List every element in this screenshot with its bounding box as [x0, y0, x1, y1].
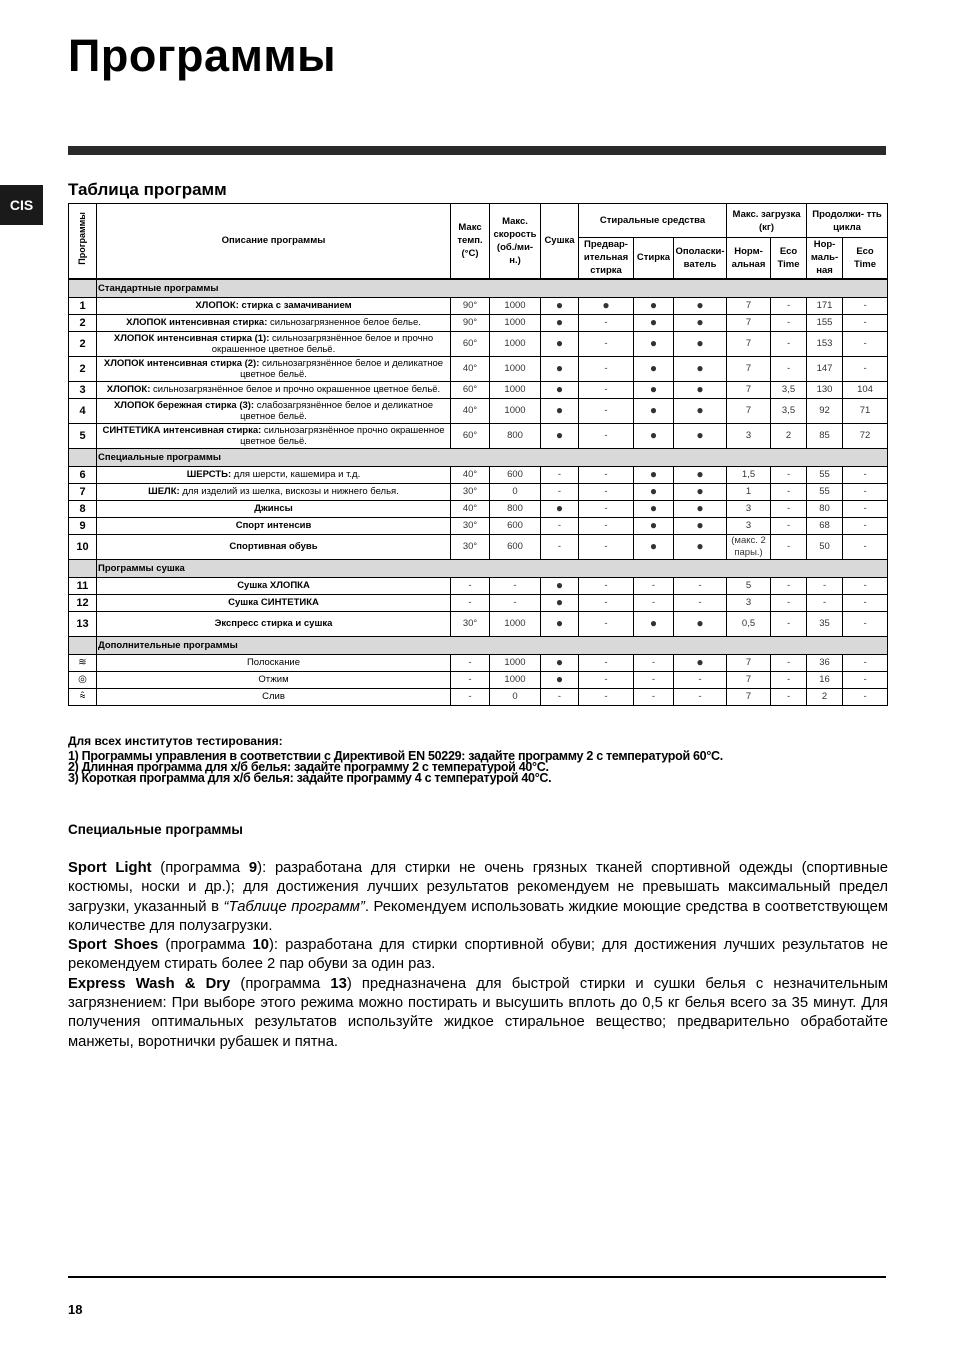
header-max-load: Макс. загрузка (кг) [727, 204, 807, 238]
cell-eco-load: 3,5 [771, 381, 807, 398]
cell-soft: ● [674, 466, 727, 483]
cell-eco-load: - [771, 534, 807, 559]
cell-dur: 85 [807, 423, 843, 448]
cell-pre: - [579, 331, 634, 356]
program-description: СИНТЕТИКА интенсивная стирка: сильнозагрязнённое прочно окрашенное цветное бельё. [97, 423, 451, 448]
cell-eco-dur: 72 [843, 423, 888, 448]
cell-speed: 1000 [490, 654, 541, 671]
cell-wash: - [634, 654, 674, 671]
cell-temp: 40° [451, 356, 490, 381]
cell-dur: 153 [807, 331, 843, 356]
note-line: 2) Длинная программа для х/б белья: задайте программу 2 с температурой 40°C. [68, 760, 549, 774]
cell-pre: - [579, 423, 634, 448]
cell-eco-load: - [771, 594, 807, 611]
cell-speed: 1000 [490, 314, 541, 331]
page-title: Программы [68, 30, 337, 81]
cell-dry: ● [541, 314, 579, 331]
table-row [69, 500, 888, 517]
cell-dur: 147 [807, 356, 843, 381]
cell-load: 3 [727, 423, 771, 448]
cell-load: 3 [727, 594, 771, 611]
cell-speed: 1000 [490, 356, 541, 381]
cell-temp: 60° [451, 331, 490, 356]
table-row [69, 688, 888, 705]
program-number: 3 [69, 381, 97, 398]
cell-temp: 30° [451, 611, 490, 636]
header-max-speed: Макс. скорость (об./ми- н.) [490, 204, 541, 279]
program-number: 2 [69, 314, 97, 331]
section-title: Программы сушка [97, 559, 888, 577]
cell-temp: 40° [451, 398, 490, 423]
cell-eco-dur: - [843, 534, 888, 559]
special-programs-heading: Специальные программы [68, 822, 243, 837]
program-description: ХЛОПОК: сильнозагрязнённое белое и прочно окрашенное цветное бельё. [97, 381, 451, 398]
program-number: 6 [69, 466, 97, 483]
cell-dry: ● [541, 356, 579, 381]
cell-load: 0,5 [727, 611, 771, 636]
cell-eco-dur: - [843, 356, 888, 381]
cell-pre: - [579, 356, 634, 381]
table-row [69, 297, 888, 314]
header-load-eco: Eco Time [771, 238, 807, 279]
cell-temp: - [451, 671, 490, 688]
cell-soft: ● [674, 611, 727, 636]
cell-eco-dur: - [843, 500, 888, 517]
cell-wash: ● [634, 534, 674, 559]
cell-speed: 1000 [490, 671, 541, 688]
program-number: 10 [69, 534, 97, 559]
program-description: Полоскание [97, 654, 451, 671]
cell-wash: ● [634, 381, 674, 398]
cell-speed: - [490, 577, 541, 594]
cell-speed: 0 [490, 483, 541, 500]
cell-speed: - [490, 594, 541, 611]
cell-dur: 36 [807, 654, 843, 671]
cell-dry: ● [541, 671, 579, 688]
program-description: Спортивная обувь [97, 534, 451, 559]
cell-load: 5 [727, 577, 771, 594]
cell-dur: 155 [807, 314, 843, 331]
cell-speed: 600 [490, 517, 541, 534]
cell-wash: - [634, 577, 674, 594]
program-description: ШЕРСТЬ: для шерсти, кашемира и т.д. [97, 466, 451, 483]
cell-eco-load: - [771, 517, 807, 534]
cell-eco-dur: - [843, 331, 888, 356]
section-title: Дополнительные программы [97, 636, 888, 654]
table-row [69, 423, 888, 448]
programs-table-body [69, 279, 888, 706]
program-description: Отжим [97, 671, 451, 688]
top-divider-bar [68, 146, 886, 155]
table-row [69, 654, 888, 671]
bottom-divider [68, 1276, 886, 1278]
table-row [69, 517, 888, 534]
cell-dry: ● [541, 654, 579, 671]
cell-eco-dur: - [843, 314, 888, 331]
program-number: 2 [69, 356, 97, 381]
cell-speed: 1000 [490, 611, 541, 636]
section-title: Специальные программы [97, 448, 888, 466]
cell-soft: ● [674, 483, 727, 500]
header-programs: Программы [69, 204, 97, 279]
header-duration-eco: Eco Time [843, 238, 888, 279]
header-drying: Сушка [541, 204, 579, 279]
header-description: Описание программы [97, 204, 451, 279]
sport-light-paragraph: Sport Light (программа 9): разработана для стирки не очень грязных тканей спортивной одежды (спортивные костюмы, носки и др.); для достижения лучших результатов рекомендуем не превышать максимальный предел загрузки, указанный в “Таблице программ”. Рекомендуем использовать жидкие моющие средства в соответствующем количестве для полузагрузки. [68, 860, 888, 934]
spin-icon: ◎ [69, 671, 97, 688]
cell-temp: 40° [451, 500, 490, 517]
notes-heading: Для всех институтов тестирования: [68, 734, 283, 748]
cell-eco-dur: - [843, 671, 888, 688]
cell-dur: 55 [807, 466, 843, 483]
cell-eco-dur: - [843, 297, 888, 314]
cell-soft: ● [674, 297, 727, 314]
cell-speed: 800 [490, 423, 541, 448]
cell-temp: - [451, 654, 490, 671]
cell-dry: - [541, 517, 579, 534]
cell-soft: - [674, 594, 727, 611]
cell-pre: - [579, 671, 634, 688]
cell-dur: 2 [807, 688, 843, 705]
cell-eco-load: - [771, 688, 807, 705]
cell-pre: - [579, 483, 634, 500]
special-programs-text [68, 859, 888, 1052]
cell-dur: - [807, 594, 843, 611]
cell-pre: - [579, 381, 634, 398]
cell-speed: 600 [490, 534, 541, 559]
cell-speed: 1000 [490, 381, 541, 398]
cell-wash: ● [634, 356, 674, 381]
cell-pre: - [579, 398, 634, 423]
cell-wash: - [634, 688, 674, 705]
cell-soft: - [674, 671, 727, 688]
cell-dry: ● [541, 611, 579, 636]
cell-soft: ● [674, 398, 727, 423]
cell-eco-load: - [771, 654, 807, 671]
cell-wash: ● [634, 398, 674, 423]
cell-dur: 50 [807, 534, 843, 559]
cell-pre: - [579, 688, 634, 705]
cell-load: 1 [727, 483, 771, 500]
cell-eco-dur: - [843, 611, 888, 636]
cell-eco-load: - [771, 577, 807, 594]
cell-load: 7 [727, 654, 771, 671]
cell-wash: ● [634, 297, 674, 314]
cell-eco-dur: - [843, 577, 888, 594]
cell-wash: ● [634, 517, 674, 534]
cell-soft: ● [674, 331, 727, 356]
cell-dry: - [541, 483, 579, 500]
table-row [69, 611, 888, 636]
program-number: 9 [69, 517, 97, 534]
cell-temp: - [451, 577, 490, 594]
cell-temp: 30° [451, 534, 490, 559]
cell-wash: ● [634, 466, 674, 483]
header-duration-normal: Нор- маль- ная [807, 238, 843, 279]
cell-eco-load: - [771, 500, 807, 517]
table-row [69, 398, 888, 423]
cell-pre: ● [579, 297, 634, 314]
cell-speed: 0 [490, 688, 541, 705]
cell-eco-load: - [771, 671, 807, 688]
cell-load: 7 [727, 297, 771, 314]
cell-dur: 92 [807, 398, 843, 423]
cell-eco-dur: - [843, 594, 888, 611]
cell-wash: ● [634, 331, 674, 356]
side-tab-cis: CIS [0, 185, 43, 225]
program-description: Сушка ХЛОПКА [97, 577, 451, 594]
page-number: 18 [68, 1302, 83, 1317]
cell-soft: ● [674, 517, 727, 534]
cell-temp: 40° [451, 466, 490, 483]
table-row [69, 466, 888, 483]
cell-eco-dur: - [843, 466, 888, 483]
cell-dur: 35 [807, 611, 843, 636]
cell-wash: ● [634, 423, 674, 448]
cell-pre: - [579, 517, 634, 534]
program-number: 8 [69, 500, 97, 517]
cell-pre: - [579, 500, 634, 517]
cell-dur: 80 [807, 500, 843, 517]
cell-load: 3 [727, 500, 771, 517]
cell-speed: 800 [490, 500, 541, 517]
cell-temp: - [451, 594, 490, 611]
section-header-row [69, 279, 888, 298]
cell-temp: 30° [451, 517, 490, 534]
header-load-normal: Норм- альная [727, 238, 771, 279]
table-row [69, 483, 888, 500]
header-duration: Продолжи- тть цикла [807, 204, 888, 238]
cell-dry: ● [541, 594, 579, 611]
section-header-row [69, 448, 888, 466]
program-number: 4 [69, 398, 97, 423]
table-row [69, 534, 888, 559]
table-row [69, 314, 888, 331]
cell-eco-load: - [771, 483, 807, 500]
cell-load: (макс. 2 пары.) [727, 534, 771, 559]
cell-soft: ● [674, 500, 727, 517]
cell-eco-load: 3,5 [771, 398, 807, 423]
cell-dry: - [541, 534, 579, 559]
cell-soft: ● [674, 654, 727, 671]
header-softener: Ополаски- ватель [674, 238, 727, 279]
cell-temp: 60° [451, 423, 490, 448]
cell-wash: ● [634, 500, 674, 517]
cell-eco-dur: - [843, 517, 888, 534]
cell-dur: - [807, 577, 843, 594]
cell-load: 7 [727, 688, 771, 705]
cell-eco-load: - [771, 466, 807, 483]
programs-table [68, 203, 888, 706]
cell-dry: ● [541, 381, 579, 398]
cell-pre: - [579, 466, 634, 483]
cell-temp: 30° [451, 483, 490, 500]
cell-wash: ● [634, 314, 674, 331]
cell-dry: ● [541, 577, 579, 594]
cell-wash: ● [634, 483, 674, 500]
cell-dur: 130 [807, 381, 843, 398]
notes-list [68, 751, 723, 784]
cell-temp: 60° [451, 381, 490, 398]
program-number: 1 [69, 297, 97, 314]
section-header-row [69, 559, 888, 577]
program-number: 11 [69, 577, 97, 594]
cell-soft: ● [674, 356, 727, 381]
cell-load: 3 [727, 517, 771, 534]
cell-pre: - [579, 594, 634, 611]
cell-eco-dur: 104 [843, 381, 888, 398]
cell-dry: ● [541, 331, 579, 356]
cell-dry: ● [541, 423, 579, 448]
program-description: Экспресс стирка и сушка [97, 611, 451, 636]
section-header-row [69, 636, 888, 654]
cell-dur: 16 [807, 671, 843, 688]
cell-wash: - [634, 671, 674, 688]
program-description: Слив [97, 688, 451, 705]
cell-dry: ● [541, 297, 579, 314]
drain-icon: ⩯ [69, 688, 97, 705]
table-row [69, 381, 888, 398]
sport-shoes-paragraph: Sport Shoes (программа 10): разработана для стирки спортивной обуви; для достижения лучших результатов не рекомендуем стирать более 2 пар обуви за один раз. [68, 937, 888, 973]
cell-speed: 600 [490, 466, 541, 483]
cell-pre: - [579, 534, 634, 559]
cell-soft: ● [674, 423, 727, 448]
cell-eco-load: - [771, 611, 807, 636]
cell-load: 7 [727, 314, 771, 331]
cell-wash: ● [634, 611, 674, 636]
program-number: 13 [69, 611, 97, 636]
cell-dry: ● [541, 398, 579, 423]
cell-dry: - [541, 688, 579, 705]
cell-dry: - [541, 466, 579, 483]
cell-eco-dur: - [843, 483, 888, 500]
cell-temp: 90° [451, 297, 490, 314]
cell-wash: - [634, 594, 674, 611]
program-description: ХЛОПОК интенсивная стирка: сильнозагрязненное белое белье. [97, 314, 451, 331]
header-wash: Стирка [634, 238, 674, 279]
express-wash-dry-paragraph: Express Wash & Dry (программа 13) предназначена для быстрой стирки и сушки белья с незначительным загрязнением: При выборе этого режима можно постирать и высушить вплоть до 0,5 кг белья всего за 35 минут. Для получения оптимальных результатов используйте жидкое стиральное вещество; предварительно обработайте манжеты, воротнички рубашек и пятна. [68, 975, 888, 1050]
table-title: Таблица программ [68, 180, 227, 199]
table-row [69, 577, 888, 594]
program-description: ШЕЛК: для изделий из шелка, вискозы и нижнего белья. [97, 483, 451, 500]
cell-eco-dur: 71 [843, 398, 888, 423]
note-line: 3) Короткая программа для х/б белья: задайте программу 4 с температурой 40°C. [68, 771, 552, 785]
cell-dry: ● [541, 500, 579, 517]
cell-eco-load: - [771, 356, 807, 381]
cell-speed: 1000 [490, 331, 541, 356]
cell-pre: - [579, 654, 634, 671]
cell-load: 7 [727, 381, 771, 398]
program-description: Спорт интенсив [97, 517, 451, 534]
program-description: ХЛОПОК бережная стирка (3): слабозагрязнённое белое и деликатное цветное бельё. [97, 398, 451, 423]
cell-eco-dur: - [843, 688, 888, 705]
program-number: 12 [69, 594, 97, 611]
cell-eco-dur: - [843, 654, 888, 671]
cell-pre: - [579, 577, 634, 594]
cell-soft: - [674, 577, 727, 594]
cell-dur: 68 [807, 517, 843, 534]
cell-pre: - [579, 611, 634, 636]
program-description: ХЛОПОК интенсивная стирка (1): сильнозагрязнённое белое и прочно окрашенное цветное бельё. [97, 331, 451, 356]
cell-temp: - [451, 688, 490, 705]
table-row [69, 594, 888, 611]
table-row [69, 331, 888, 356]
cell-load: 7 [727, 398, 771, 423]
cell-speed: 1000 [490, 297, 541, 314]
header-max-temp: Макс темп. (°C) [451, 204, 490, 279]
header-prewash: Предвар- ительная стирка [579, 238, 634, 279]
section-title: Стандартные программы [97, 279, 888, 298]
program-description: Джинсы [97, 500, 451, 517]
cell-speed: 1000 [490, 398, 541, 423]
cell-temp: 90° [451, 314, 490, 331]
cell-eco-load: - [771, 297, 807, 314]
cell-eco-load: 2 [771, 423, 807, 448]
cell-soft: ● [674, 381, 727, 398]
cell-load: 7 [727, 671, 771, 688]
program-description: ХЛОПОК: стирка с замачиванием [97, 297, 451, 314]
cell-soft: ● [674, 314, 727, 331]
cell-soft: ● [674, 534, 727, 559]
program-number: 2 [69, 331, 97, 356]
program-description: Сушка СИНТЕТИКА [97, 594, 451, 611]
cell-load: 7 [727, 356, 771, 381]
cell-dur: 55 [807, 483, 843, 500]
program-description: ХЛОПОК интенсивная стирка (2): сильнозагрязнённое белое и деликатное цветное бельё. [97, 356, 451, 381]
rinse-icon: ≋ [69, 654, 97, 671]
table-row [69, 356, 888, 381]
program-number: 7 [69, 483, 97, 500]
cell-dur: 171 [807, 297, 843, 314]
note-line: 1) Программы управления в соответствии с Директивой EN 50229: задайте программу 2 с температурой 60°C. [68, 749, 723, 763]
cell-eco-load: - [771, 331, 807, 356]
cell-load: 1,5 [727, 466, 771, 483]
header-detergents: Стиральные средства [579, 204, 727, 238]
table-row [69, 671, 888, 688]
program-number: 5 [69, 423, 97, 448]
cell-load: 7 [727, 331, 771, 356]
cell-pre: - [579, 314, 634, 331]
cell-eco-load: - [771, 314, 807, 331]
cell-soft: - [674, 688, 727, 705]
